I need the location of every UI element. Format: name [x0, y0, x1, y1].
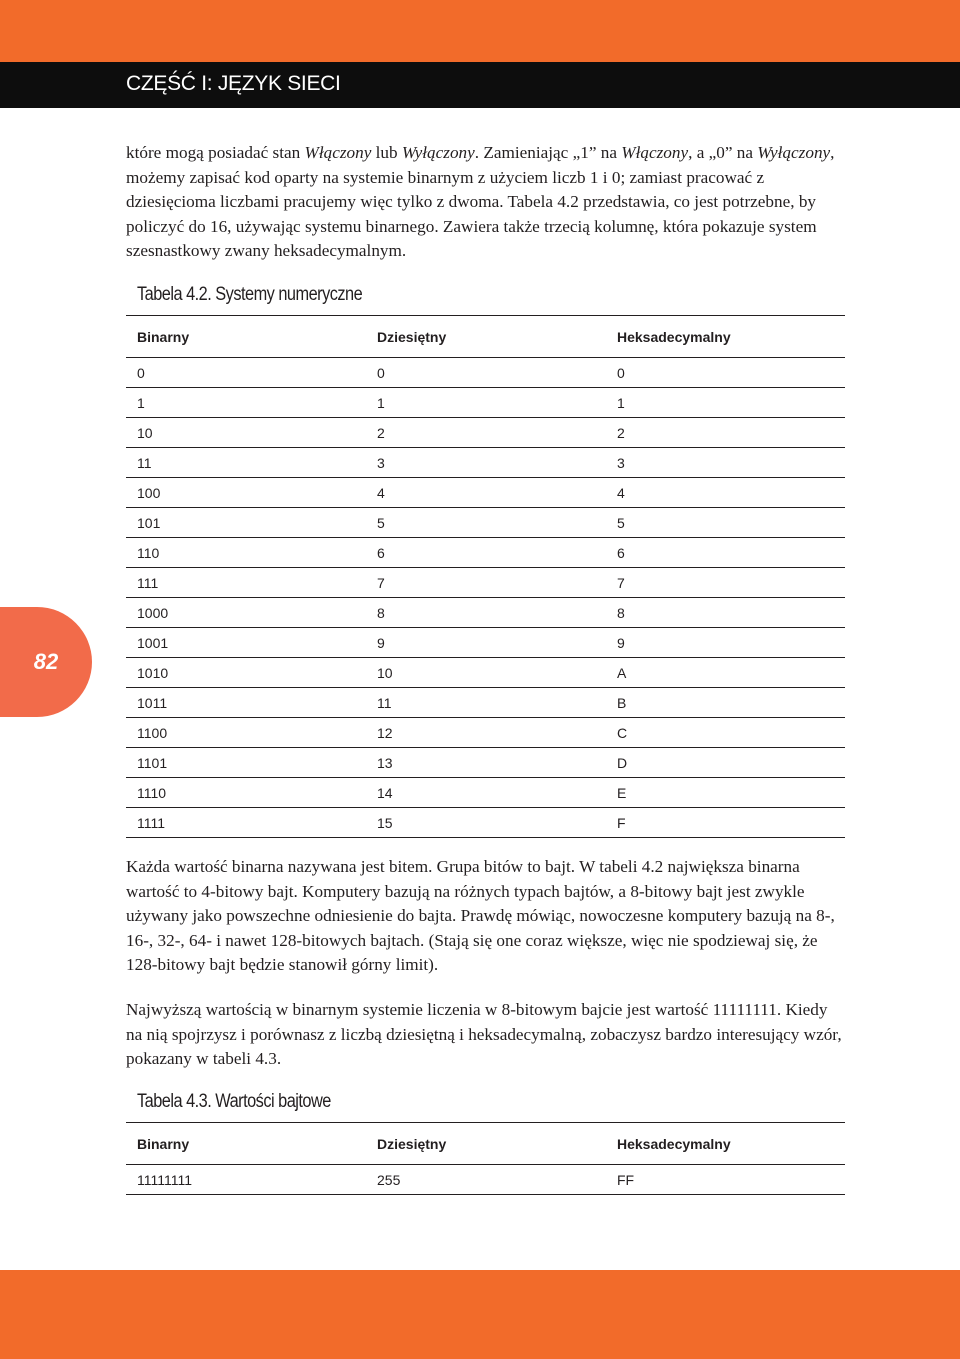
- table-4-2-caption: Tabela 4.2. Systemy numeryczne: [137, 284, 363, 305]
- cell-decimal: 15: [366, 808, 606, 838]
- cell-decimal: 12: [366, 718, 606, 748]
- table-row: [126, 808, 845, 838]
- cell-binary: 11: [126, 448, 366, 478]
- cell-decimal: 10: [366, 658, 606, 688]
- header-title: [126, 72, 341, 96]
- cell-binary: 11111111: [126, 1165, 366, 1195]
- table-row: [126, 568, 845, 598]
- cell-decimal: 14: [366, 778, 606, 808]
- column-header-decimal: Dziesiętny: [366, 1123, 606, 1165]
- cell-decimal: 9: [366, 628, 606, 658]
- table-row: [126, 418, 845, 448]
- cell-decimal: 8: [366, 598, 606, 628]
- cell-binary: 1110: [126, 778, 366, 808]
- table-row: [126, 598, 845, 628]
- intro-text-5: , możemy zapisać kod oparty na systemie binarnym z użyciem liczb 1 i 0; zamiast pracować z dziesięcioma liczbami pracujemy więc tylko z dwoma. Tabela 4.2 przedstawia, co jest potrzebne, by policzyć do 16, używając systemu binarnego. Zawiera także trzecią kolumnę, która pokazuje system szesnastkowy zwany heksadecymalnym.: [126, 143, 835, 261]
- highest-value-paragraph: Najwyższą wartością w binarnym systemie liczenia w 8-bitowym bajcie jest wartość 11111111. Kiedy na nią spojrzysz i porównasz z liczbą dziesiętną i heksadecymalną, zobaczysz bardzo interesujący wzór, pokazany w tabeli 4.3.: [126, 1000, 842, 1069]
- cell-binary: 1101: [126, 748, 366, 778]
- cell-decimal: 4: [366, 478, 606, 508]
- cell-binary: 110: [126, 538, 366, 568]
- table-row: [126, 538, 845, 568]
- cell-hex: FF: [606, 1165, 845, 1195]
- cell-binary: 1000: [126, 598, 366, 628]
- table-row: [126, 688, 845, 718]
- cell-decimal: 13: [366, 748, 606, 778]
- intro-text-3: . Zamieniając „1” na: [474, 143, 622, 162]
- table-row: [126, 358, 845, 388]
- cell-hex: 6: [606, 538, 845, 568]
- intro-text-2: lub: [371, 143, 402, 162]
- cell-binary: 1: [126, 388, 366, 418]
- column-header-binary: Binarny: [126, 316, 366, 358]
- cell-binary: 1111: [126, 808, 366, 838]
- intro-term-off: Wyłączony: [401, 143, 475, 162]
- cell-hex: 8: [606, 598, 845, 628]
- cell-hex: 3: [606, 448, 845, 478]
- number-systems-table: [126, 315, 845, 838]
- cell-hex: A: [606, 658, 845, 688]
- intro-text-1: które mogą posiadać stan: [126, 143, 305, 162]
- cell-decimal: 3: [366, 448, 606, 478]
- cell-binary: 101: [126, 508, 366, 538]
- cell-decimal: 11: [366, 688, 606, 718]
- table-row: [126, 748, 845, 778]
- cell-binary: 10: [126, 418, 366, 448]
- cell-binary: 1001: [126, 628, 366, 658]
- table-row: [126, 388, 845, 418]
- cell-decimal: 1: [366, 388, 606, 418]
- bits-bytes-paragraph: Każda wartość binarna nazywana jest bitem. Grupa bitów to bajt. W tabeli 4.2 największa binarna wartość to 4-bitowy bajt. Komputery bazują na różnych typach bajtów, a 8-bitowy bajt jest zwykle używany jako powszechne odniesienie do bajta. Prawdę mówiąc, nowoczesne komputery bazują na 8-, 16-, 32-, 64- i nawet 128-bitowych bajtach. (Stają się one coraz większe, więc nie spodziewaj się, że 128-bitowy bajt będzie stanowił górny limit).: [126, 857, 835, 975]
- table-row: [126, 1165, 845, 1195]
- cell-hex: E: [606, 778, 845, 808]
- table-row: [126, 448, 845, 478]
- cell-hex: 2: [606, 418, 845, 448]
- table-header-row: [126, 316, 845, 358]
- column-header-binary: Binarny: [126, 1123, 366, 1165]
- intro-paragraph: [126, 141, 842, 264]
- table-header-row: [126, 1123, 845, 1165]
- cell-decimal: 0: [366, 358, 606, 388]
- cell-hex: C: [606, 718, 845, 748]
- column-header-hex: Heksadecymalny: [606, 316, 845, 358]
- cell-hex: 4: [606, 478, 845, 508]
- cell-decimal: 6: [366, 538, 606, 568]
- cell-binary: 1010: [126, 658, 366, 688]
- table-4-3-caption: Tabela 4.3. Wartości bajtowe: [137, 1091, 331, 1112]
- intro-term-off-2: Wyłączony: [757, 143, 831, 162]
- cell-binary: 1100: [126, 718, 366, 748]
- cell-binary: 0: [126, 358, 366, 388]
- table-row: [126, 658, 845, 688]
- column-header-decimal: Dziesiętny: [366, 316, 606, 358]
- table-row: [126, 718, 845, 748]
- intro-term-on-2: Włączony: [621, 143, 689, 162]
- cell-hex: 0: [606, 358, 845, 388]
- cell-binary: 111: [126, 568, 366, 598]
- header-part-label: CZĘŚĆ I:: [126, 72, 213, 95]
- cell-hex: F: [606, 808, 845, 838]
- cell-hex: 7: [606, 568, 845, 598]
- header-part-title: JĘZYK SIECI: [217, 72, 341, 95]
- cell-binary: 100: [126, 478, 366, 508]
- running-header: [0, 62, 960, 108]
- cell-decimal: 5: [366, 508, 606, 538]
- cell-hex: D: [606, 748, 845, 778]
- column-header-hex: Heksadecymalny: [606, 1123, 845, 1165]
- intro-term-on: Włączony: [304, 143, 372, 162]
- cell-binary: 1011: [126, 688, 366, 718]
- page-number: 82: [33, 649, 59, 674]
- bottom-accent-band: [0, 1270, 960, 1359]
- cell-decimal: 7: [366, 568, 606, 598]
- table-row: [126, 508, 845, 538]
- table-row: [126, 478, 845, 508]
- cell-hex: 5: [606, 508, 845, 538]
- intro-text-4: , a „0” na: [688, 143, 758, 162]
- cell-hex: 1: [606, 388, 845, 418]
- cell-hex: B: [606, 688, 845, 718]
- table-row: [126, 778, 845, 808]
- table-row: [126, 628, 845, 658]
- cell-decimal: 255: [366, 1165, 606, 1195]
- cell-decimal: 2: [366, 418, 606, 448]
- byte-values-table: [126, 1122, 845, 1195]
- cell-hex: 9: [606, 628, 845, 658]
- top-accent-band: [0, 0, 960, 62]
